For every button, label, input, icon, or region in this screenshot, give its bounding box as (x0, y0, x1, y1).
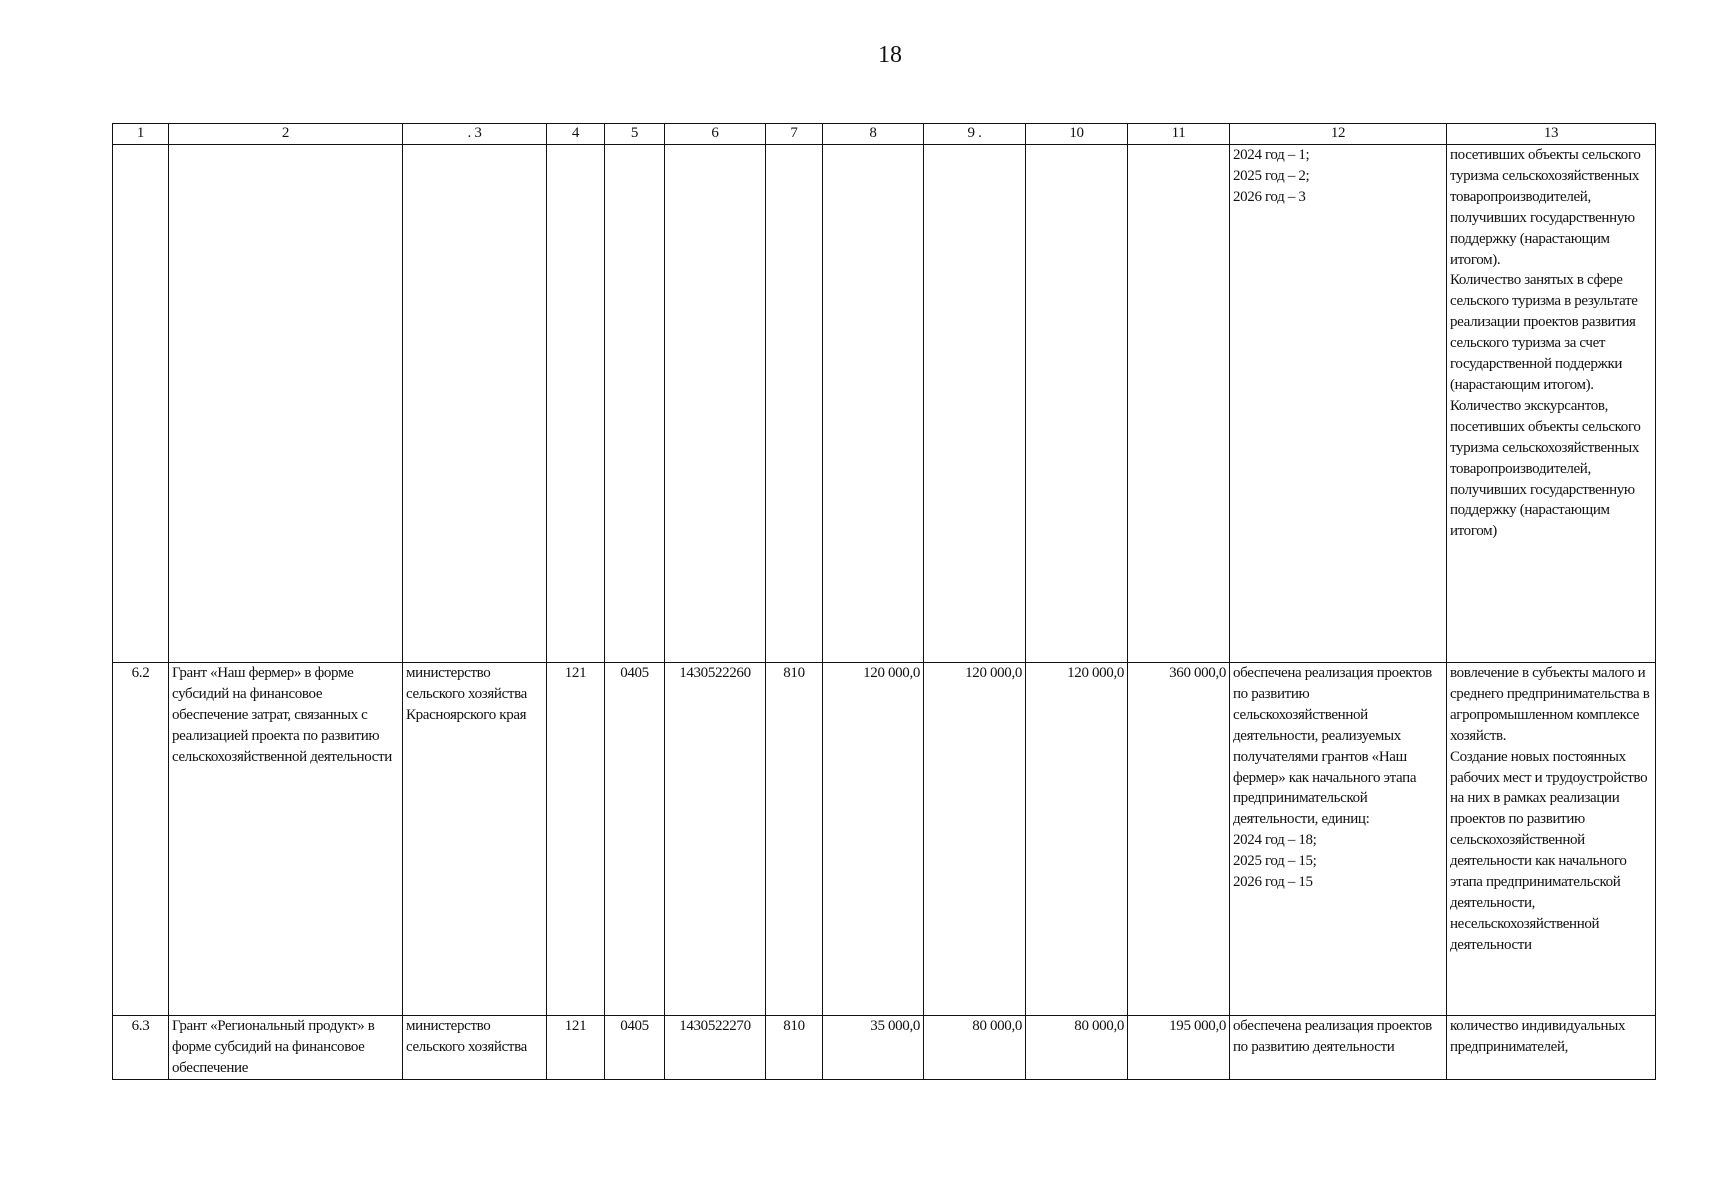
cell-amount-total: 360 000,0 (1128, 663, 1230, 1016)
cell-item-number: 6.2 (113, 663, 169, 1016)
cell-indicator: посетивших объекты сельского туризма сельскохозяйственных товаропроизводителей, получивших государственную поддержку (нарастающим итогом). Количество занятых в сфере сельского туризма в результате реализации проектов развития сельского туризма за счет государственной поддержки (нарастающим итогом). Количество экскурсантов, посетивших объекты сельского туризма сельскохозяйственных товаропроизводителей, получивших государственную поддержку (нарастающим итогом) (1447, 145, 1656, 663)
cell-indicator: вовлечение в субъекты малого и среднего предпринимательства в агропромышленном комплексе хозяйств. Создание новых постоянных рабочих мест и трудоустройство на них в рамках реализации проектов по развитию сельскохозяйственной деятельности как начального этапа предпринимательской деятельности, несельскохозяйственной деятельности (1447, 663, 1656, 1016)
cell-amount-2025: 80 000,0 (924, 1016, 1026, 1080)
cell-expected-result: 2024 год – 1; 2025 год – 2; 2026 год – 3 (1230, 145, 1447, 663)
column-number: 1 (113, 124, 169, 145)
cell-rzpr: 0405 (605, 663, 665, 1016)
column-number: 6 (665, 124, 766, 145)
column-number: 4 (547, 124, 605, 145)
header-row (113, 124, 1656, 145)
cell-measure-name (169, 145, 403, 663)
cell-administrator (403, 145, 547, 663)
cell-rzpr (605, 145, 665, 663)
column-number: 11 (1128, 124, 1230, 145)
cell-vr: 810 (766, 1016, 823, 1080)
cell-administrator: министерство сельского хозяйства Красноярского края (403, 663, 547, 1016)
cell-csr: 1430522270 (665, 1016, 766, 1080)
cell-amount-2025 (924, 145, 1026, 663)
table-row (113, 1016, 1656, 1080)
cell-grbs: 121 (547, 1016, 605, 1080)
cell-measure-name: Грант «Наш фермер» в форме субсидий на финансовое обеспечение затрат, связанных с реализацией проекта по развитию сельскохозяйственной деятельности (169, 663, 403, 1016)
table-row (113, 663, 1656, 1016)
cell-measure-name: Грант «Региональный продукт» в форме субсидий на финансовое обеспечение (169, 1016, 403, 1080)
cell-amount-2024: 120 000,0 (823, 663, 924, 1016)
cell-expected-result: обеспечена реализация проектов по развитию сельскохозяйственной деятельности, реализуемых получателями грантов «Наш фермер» как начального этапа предпринимательской деятельности, единиц: 2024 год – 18; 2025 год – 15; 2026 год – 15 (1230, 663, 1447, 1016)
cell-vr (766, 145, 823, 663)
cell-grbs (547, 145, 605, 663)
column-number: 8 (823, 124, 924, 145)
cell-grbs: 121 (547, 663, 605, 1016)
cell-amount-2024 (823, 145, 924, 663)
cell-rzpr: 0405 (605, 1016, 665, 1080)
cell-amount-2025: 120 000,0 (924, 663, 1026, 1016)
column-number: 12 (1230, 124, 1447, 145)
column-number: 7 (766, 124, 823, 145)
cell-csr: 1430522260 (665, 663, 766, 1016)
column-number: 5 (605, 124, 665, 145)
cell-amount-2026 (1026, 145, 1128, 663)
cell-indicator: количество индивидуальных предпринимателей, (1447, 1016, 1656, 1080)
cell-amount-total (1128, 145, 1230, 663)
cell-administrator: министерство сельского хозяйства (403, 1016, 547, 1080)
column-number: 10 (1026, 124, 1128, 145)
cell-amount-2024: 35 000,0 (823, 1016, 924, 1080)
cell-csr (665, 145, 766, 663)
column-number: 2 (169, 124, 403, 145)
cell-expected-result: обеспечена реализация проектов по развитию деятельности (1230, 1016, 1447, 1080)
column-number: 9 . (924, 124, 1026, 145)
column-number: 13 (1447, 124, 1656, 145)
program-table (112, 123, 1656, 1080)
cell-amount-2026: 80 000,0 (1026, 1016, 1128, 1080)
cell-amount-total: 195 000,0 (1128, 1016, 1230, 1080)
cell-item-number (113, 145, 169, 663)
column-number: . 3 (403, 124, 547, 145)
cell-vr: 810 (766, 663, 823, 1016)
page-number: 18 (878, 42, 902, 68)
cell-amount-2026: 120 000,0 (1026, 663, 1128, 1016)
cell-item-number: 6.3 (113, 1016, 169, 1080)
table-row (113, 145, 1656, 663)
